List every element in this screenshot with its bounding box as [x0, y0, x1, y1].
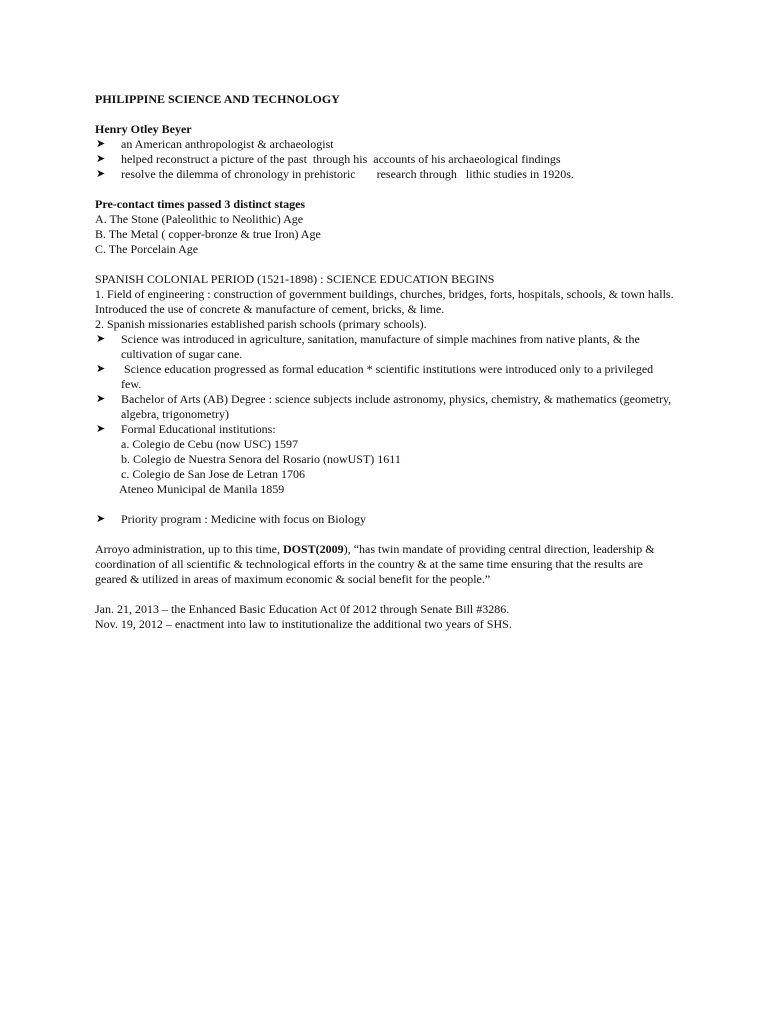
beyer-bullet-text: helped reconstruct a picture of the past through his accounts of his archaeological findings [121, 152, 561, 166]
arrowhead-bullet-icon: ➤ [96, 153, 106, 165]
spanish-bullet [95, 422, 675, 437]
priority-program-text: Priority program : Medicine with focus on Biology [121, 512, 366, 526]
spacer [95, 497, 675, 512]
spanish-bullet-text: Formal Educational institutions: [121, 422, 276, 436]
beyer-bullet [95, 167, 675, 182]
spanish-heading: SPANISH COLONIAL PERIOD (1521-1898) : SCIENCE EDUCATION BEGINS [95, 272, 495, 286]
arrowhead-bullet-icon: ➤ [96, 423, 106, 435]
spacer [95, 182, 675, 197]
beyer-heading: Henry Otley Beyer [95, 122, 192, 136]
spanish-item-2: 2. Spanish missionaries established parish schools (primary schools). [95, 317, 427, 331]
spanish-bullet [95, 512, 675, 527]
institution-ateneo: Ateneo Municipal de Manila 1859 [119, 482, 285, 496]
date-entry: Jan. 21, 2013 – the Enhanced Basic Education Act 0f 2012 through Senate Bill #3286. [95, 602, 510, 616]
institution-item: a. Colegio de Cebu (now USC) 1597 [121, 437, 298, 451]
date-entry: Nov. 19, 2012 – enactment into law to institutionalize the additional two years of SHS. [95, 617, 512, 631]
document-page [95, 92, 675, 632]
document-title: PHILIPPINE SCIENCE AND TECHNOLOGY [95, 92, 340, 106]
institution-item: c. Colegio de San Jose de Letran 1706 [121, 467, 305, 481]
beyer-bullet-text: resolve the dilemma of chronology in prehistoric research through lithic studies in 1920s. [121, 167, 574, 181]
arrowhead-bullet-icon: ➤ [96, 393, 106, 405]
spanish-bullet [95, 392, 675, 422]
spanish-bullet-text: Science was introduced in agriculture, sanitation, manufacture of simple machines from native plants, & the cultivation of sugar cane. [121, 332, 643, 361]
spacer [95, 527, 675, 542]
beyer-bullet-text: an American anthropologist & archaeologist [121, 137, 334, 151]
beyer-bullet [95, 137, 675, 152]
precontact-heading: Pre-contact times passed 3 distinct stages [95, 197, 306, 211]
spanish-bullet [95, 362, 675, 392]
spanish-bullet-text: Bachelor of Arts (AB) Degree : science subjects include astronomy, physics, chemistry, & mathematics (geometry, algebra, trigonometry) [121, 392, 675, 421]
precontact-item: C. The Porcelain Age [95, 242, 199, 256]
arroyo-prefix: Arroyo administration, up to this time, [95, 542, 283, 556]
arroyo-suffix: ), “has twin mandate of providing central direction, leadership & coordination of all scientific & technological efforts in the country & at the same time ensuring that the results are geared & utilized in areas of maximum economic & social benefit for the people.” [95, 542, 655, 586]
arroyo-paragraph [95, 542, 675, 587]
spacer [95, 257, 675, 272]
beyer-bullet [95, 152, 675, 167]
arrowhead-bullet-icon: ➤ [96, 168, 106, 180]
spanish-item-1: 1. Field of engineering : construction of government buildings, churches, bridges, forts, hospitals, schools, & town halls. Introduced the use of concrete & manufacture of cement, bricks, & lime. [95, 287, 674, 316]
precontact-item: B. The Metal ( copper-bronze & true Iron) Age [95, 227, 321, 241]
spanish-bullet-text: Science education progressed as formal education * scientific institutions were introduced only to a privileged few. [121, 362, 657, 391]
arrowhead-bullet-icon: ➤ [96, 138, 106, 150]
precontact-item: A. The Stone (Paleolithic to Neolithic) Age [95, 212, 304, 226]
spanish-bullet [95, 332, 675, 362]
spacer [95, 587, 675, 602]
institution-item: b. Colegio de Nuestra Senora del Rosario (nowUST) 1611 [121, 452, 401, 466]
arroyo-dost: DOST(2009 [282, 542, 344, 556]
arrowhead-bullet-icon: ➤ [96, 513, 106, 525]
arrowhead-bullet-icon: ➤ [96, 333, 106, 345]
arrowhead-bullet-icon: ➤ [96, 363, 106, 375]
